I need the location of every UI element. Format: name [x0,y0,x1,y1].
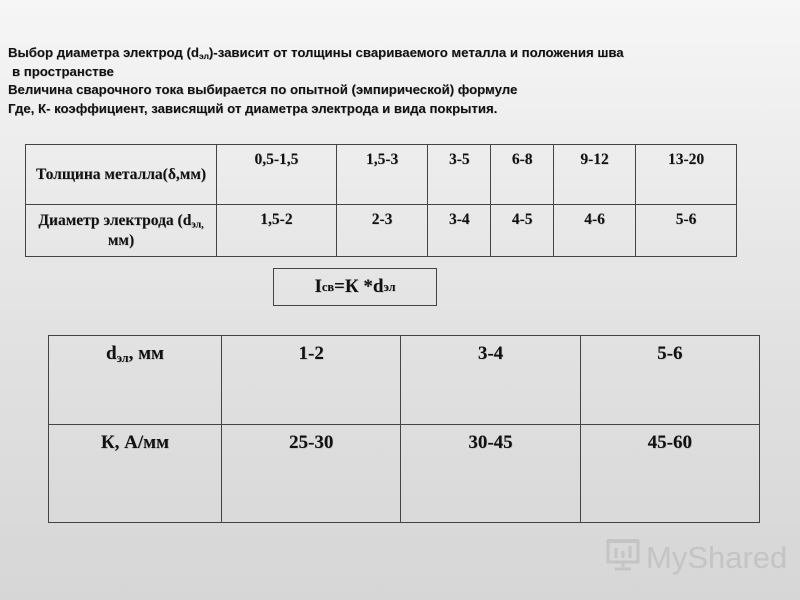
intro-line-2: в пространстве [12,63,114,79]
coefficient-cell: 25-30 [222,425,401,523]
thickness-cell: 13-20 [636,145,737,205]
table-row [26,205,737,257]
intro-line-3: Величина сварочного тока выбирается по опытной (эмпирической) формуле [8,82,518,97]
diameter-cell: 4-5 [491,205,554,257]
diameter-cell: 3-4 [401,336,580,425]
watermark-text: MyShared [646,540,788,575]
intro-line-1: Выбор диаметра электрод $(d_{эл})$-зависит от толщины свариваемого металла и положения шва [8,45,624,62]
table-row [26,145,737,205]
thickness-cell: 6-8 [491,145,554,205]
coefficient-cell: 30-45 [401,425,580,523]
intro-line-4: Где, К- коэффициент, зависящий от диаметра электрода и вида покрытия. [8,100,498,116]
diameter-cell: 1,5-2 [217,205,337,257]
thickness-header-cell: Толщина металла(δ,мм) [26,145,217,205]
diameter-cell: 3-4 [428,205,491,257]
intro-text [8,44,792,118]
table-row [49,336,760,425]
thickness-cell: 9-12 [554,145,636,205]
diameter-cell: 4-6 [554,205,636,257]
presentation-board-icon [605,537,641,579]
watermark-logo [605,537,787,579]
current-formula: I св =К *d эл [273,268,437,306]
table-row [49,425,760,523]
thickness-cell: 0,5-1,5 [217,145,337,205]
thickness-cell: 1,5-3 [336,145,427,205]
diameter-cell: 2-3 [336,205,427,257]
diameter-cell: 5-6 [580,336,759,425]
thickness-cell: 3-5 [428,145,491,205]
thickness-diameter-table [25,144,737,257]
diameter-cell: 5-6 [636,205,737,257]
coefficient-cell: 45-60 [580,425,759,523]
diameter-label-cell: $d_{эл}$, мм [49,336,222,425]
coefficient-table [48,335,760,523]
diameter-header-cell: Диаметр электрода ($d_{эл,}$ мм) [26,205,217,257]
diameter-cell: 1-2 [222,336,401,425]
coefficient-label-cell: К, А/мм [49,425,222,523]
